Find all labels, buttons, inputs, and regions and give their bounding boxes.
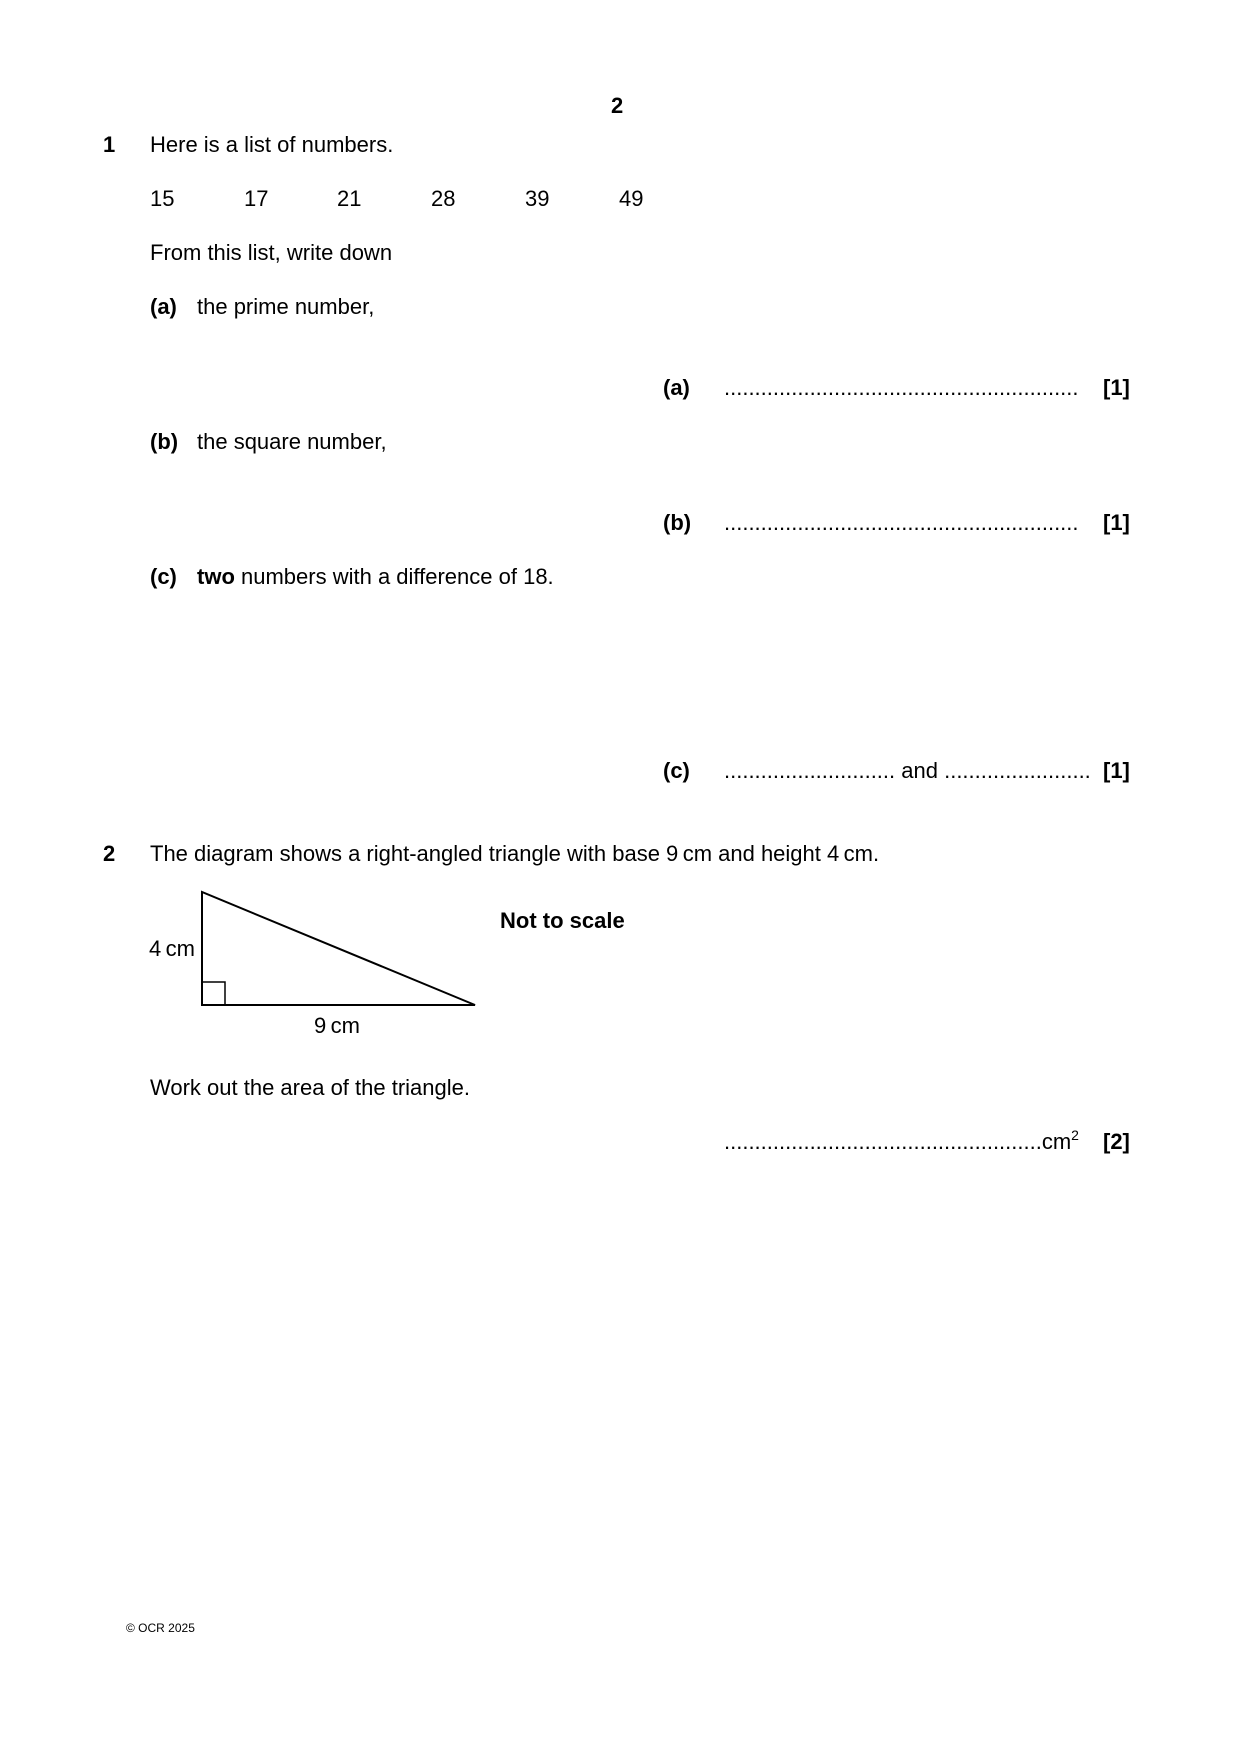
part-c-label: (c) — [150, 564, 177, 589]
answer-b-label: (b) — [663, 510, 692, 535]
question-1-number: 1 — [103, 132, 116, 157]
answer-c-dots-right[interactable]: ........................ — [944, 758, 1091, 783]
answer-b-line[interactable]: .......................................................... — [724, 510, 1079, 535]
part-a-text: the prime number, — [197, 294, 375, 319]
page-number: 2 — [611, 93, 624, 118]
answer-2-unit: cm — [1041, 1129, 1072, 1154]
list-number: 49 — [619, 186, 644, 211]
part-b-label: (b) — [150, 429, 179, 454]
answer-2-marks: [2] — [1103, 1129, 1130, 1154]
answer-a-marks: [1] — [1103, 375, 1130, 400]
question-1-instruction: From this list, write down — [150, 240, 393, 265]
height-label: 4 cm — [149, 936, 195, 961]
answer-a-line[interactable]: .......................................................... — [724, 375, 1079, 400]
answer-b-marks: [1] — [1103, 510, 1130, 535]
not-to-scale-note: Not to scale — [500, 908, 625, 933]
part-c-rest: numbers with a difference of 18. — [234, 564, 554, 589]
triangle-shape — [202, 892, 475, 1005]
answer-2-line[interactable] — [724, 1127, 1079, 1154]
answer-c-dots-left[interactable]: ............................ — [724, 758, 896, 783]
part-c-text — [197, 566, 554, 588]
part-c-emphasis: two — [197, 564, 235, 589]
list-number: 15 — [150, 186, 175, 211]
copyright-footer: © OCR 2025 — [126, 1621, 195, 1635]
answer-c-and: and — [895, 758, 945, 783]
question-2-text: The diagram shows a right-angled triangle with base 9 cm and height 4 cm. — [150, 841, 880, 866]
question-1-intro: Here is a list of numbers. — [150, 132, 394, 157]
base-label: 9 cm — [314, 1013, 360, 1038]
list-number: 17 — [244, 186, 269, 211]
question-2-number: 2 — [103, 841, 116, 866]
part-a-label: (a) — [150, 294, 177, 319]
answer-2-dots[interactable]: .................................................... — [724, 1129, 1042, 1154]
answer-a-label: (a) — [663, 375, 690, 400]
list-number: 21 — [337, 186, 362, 211]
list-number: 28 — [431, 186, 456, 211]
question-2-instruction: Work out the area of the triangle. — [150, 1075, 470, 1100]
answer-c-line[interactable] — [724, 760, 1091, 782]
answer-2-unit-power: 2 — [1071, 1127, 1079, 1143]
part-b-text: the square number, — [197, 429, 387, 454]
answer-c-label: (c) — [663, 758, 690, 783]
answer-c-marks: [1] — [1103, 758, 1130, 783]
list-number: 39 — [525, 186, 550, 211]
right-angle-marker — [202, 982, 225, 1005]
